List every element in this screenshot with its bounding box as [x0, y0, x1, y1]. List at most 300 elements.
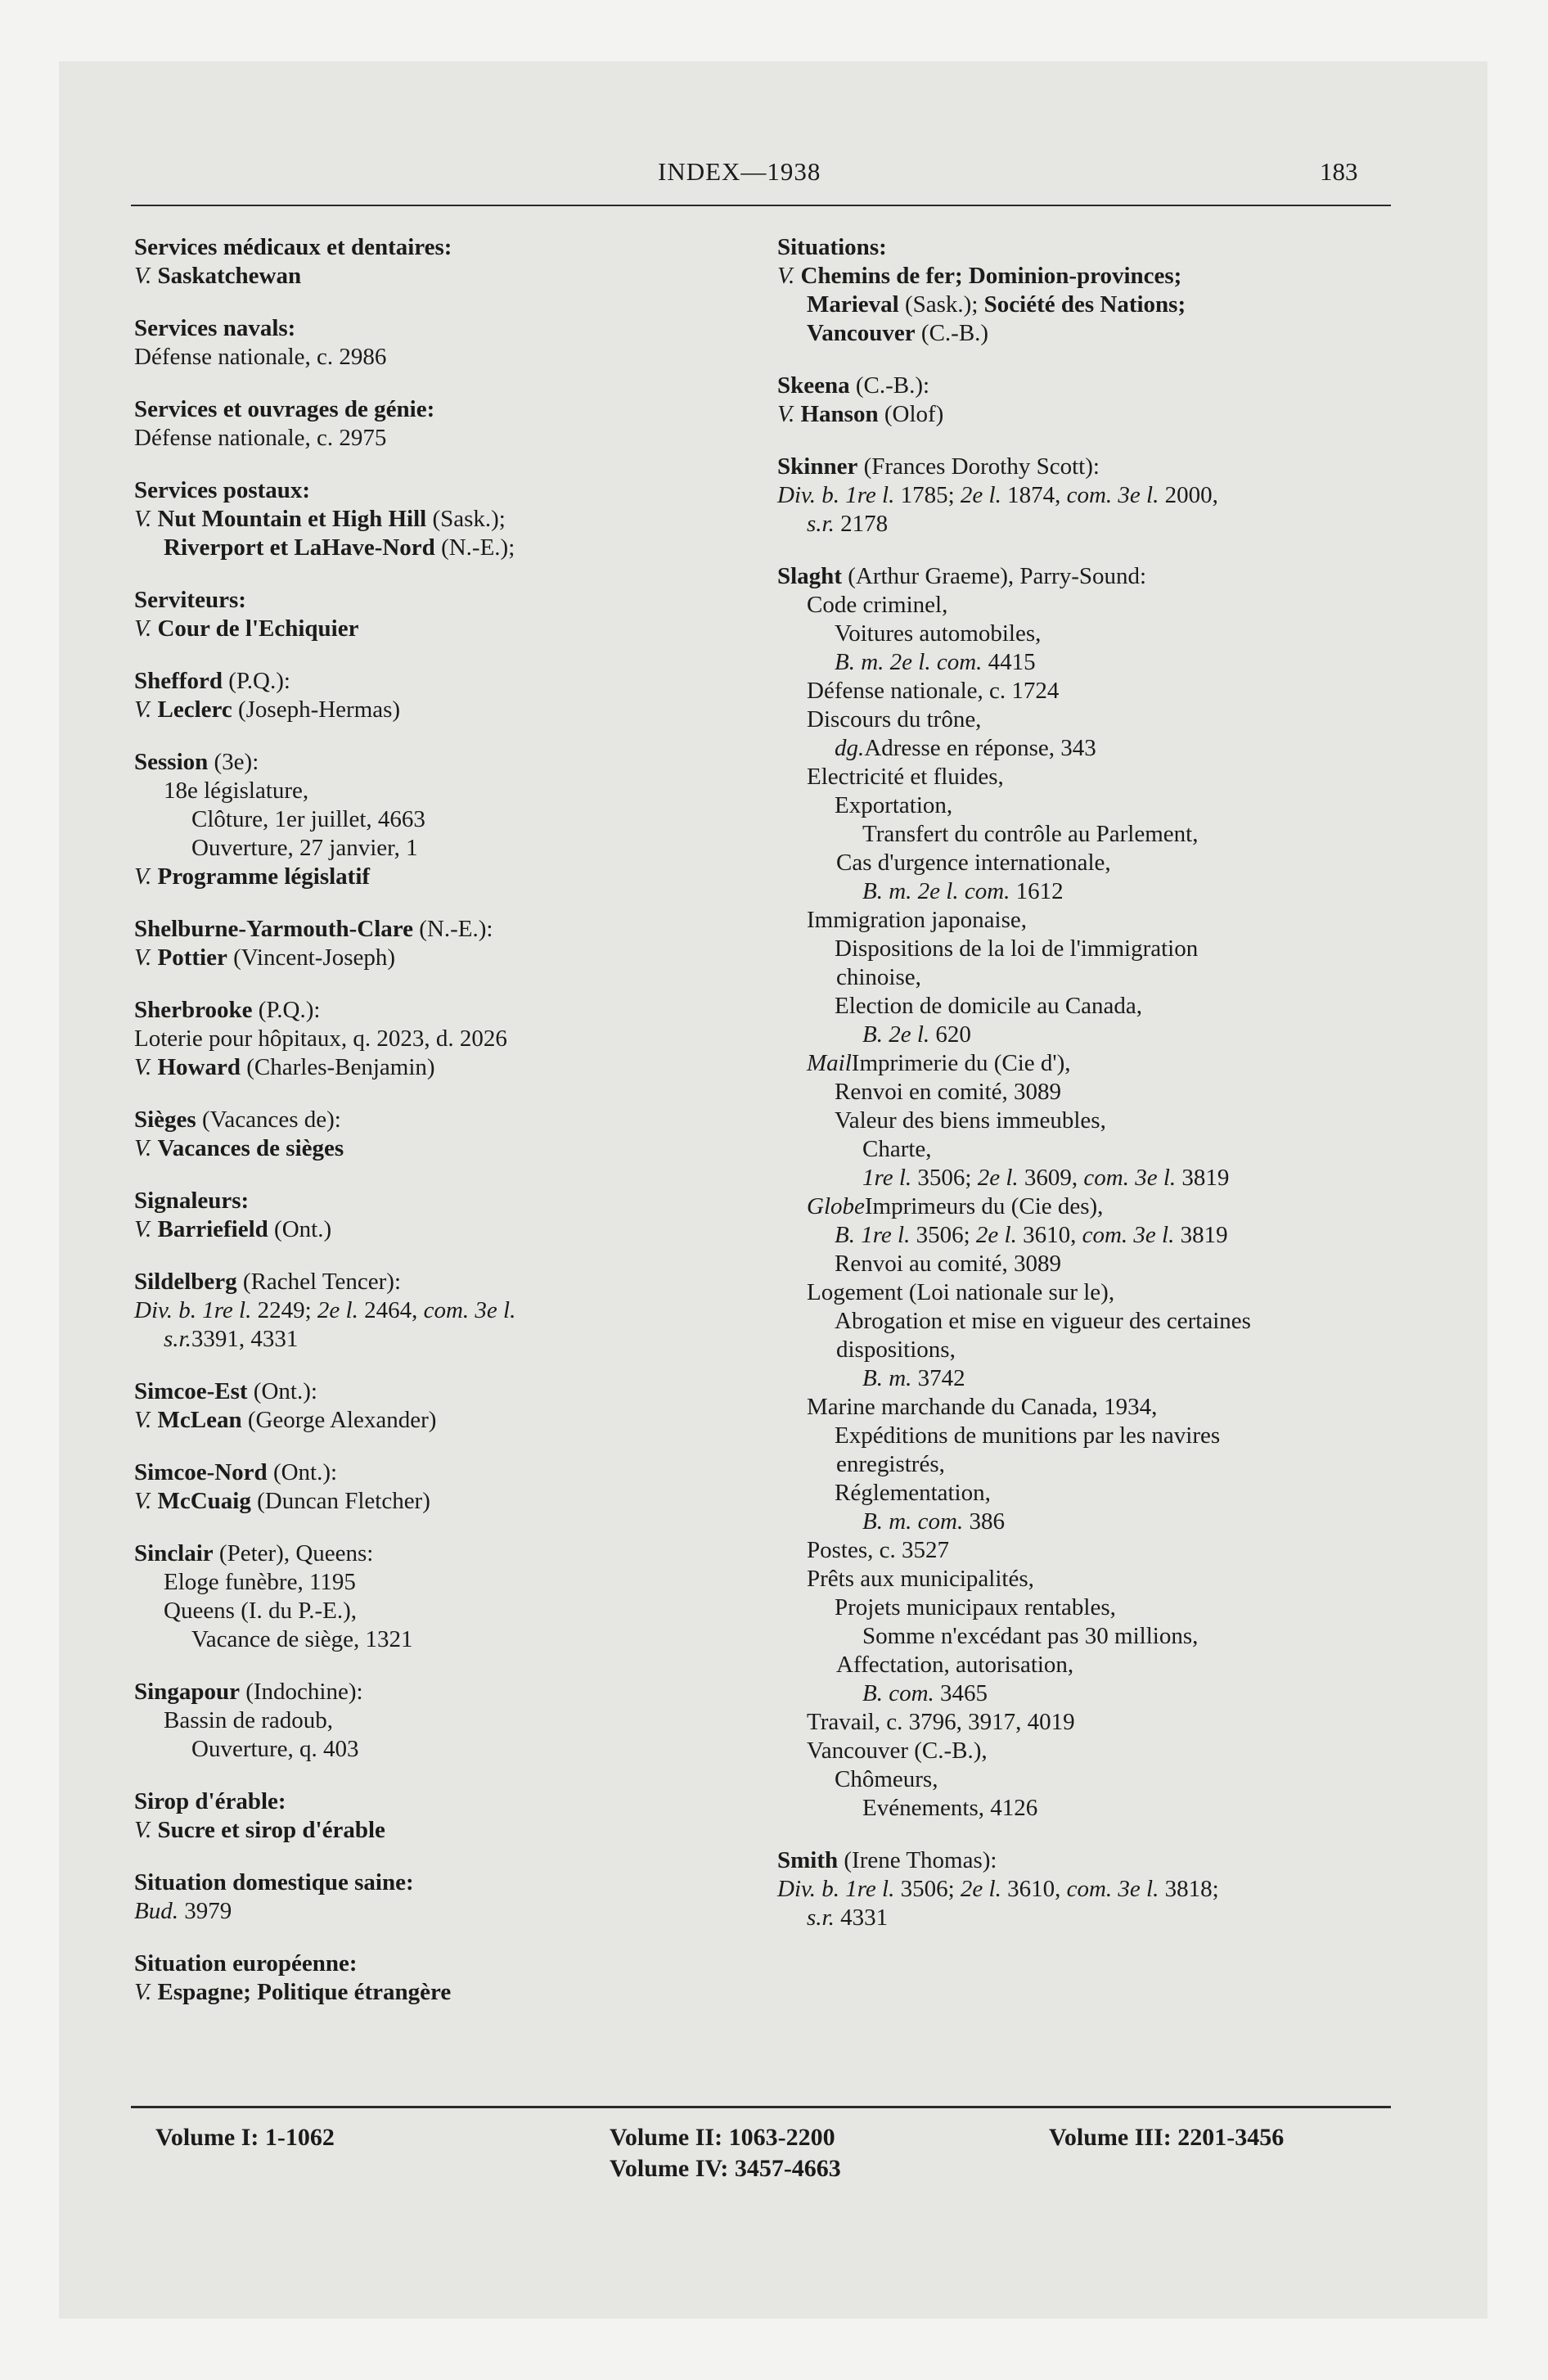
index-subentry: [134, 343, 764, 372]
index-subentry: [777, 677, 1399, 705]
see-reference-marker: V.: [134, 263, 152, 289]
heading-qualifier: (N.-E.):: [413, 916, 493, 942]
index-entry: [777, 1846, 1399, 1932]
index-entry: [134, 1187, 764, 1244]
subentry-text: s.r.: [807, 511, 835, 537]
subentry-text: (Vincent-Joseph): [227, 944, 396, 971]
subentry-text: Hanson: [800, 401, 879, 427]
index-subentry: [777, 1021, 1399, 1049]
see-reference-marker: V.: [134, 863, 152, 890]
index-subentry: [777, 1107, 1399, 1135]
subentry-text: Défense nationale, c. 2975: [134, 425, 387, 451]
index-entry: [134, 1787, 764, 1845]
heading-term: Singapour: [134, 1679, 240, 1705]
heading-qualifier: (C.-B.):: [849, 372, 930, 399]
index-subentry: [134, 1625, 764, 1654]
subentry-text: Cas d'urgence internationale,: [836, 850, 1111, 876]
index-entry: [134, 1268, 764, 1354]
index-subentry: [777, 1651, 1399, 1679]
see-reference-marker: V.: [134, 1488, 152, 1514]
index-subentry: [777, 1307, 1399, 1336]
index-subentry: [777, 1278, 1399, 1307]
subentry-text: Charte,: [862, 1136, 932, 1162]
subentry-text: Election de domicile au Canada,: [835, 993, 1143, 1019]
heading-term: Skinner: [777, 453, 858, 480]
index-subentry: [777, 1679, 1399, 1708]
heading-term: Session: [134, 749, 209, 775]
footer-volume-4: Volume IV: 3457-4663: [610, 2155, 841, 2182]
index-subentry: [777, 620, 1399, 648]
index-entry: [134, 1678, 764, 1764]
heading-term: Sièges: [134, 1107, 196, 1133]
subentry-text: 620: [929, 1021, 971, 1048]
subentry-text: 18e législature,: [164, 778, 309, 804]
index-heading: [134, 1268, 764, 1296]
footer-rule: [131, 2106, 1391, 2108]
subentry-text: Div. b. 1re l.: [777, 1876, 895, 1902]
subentry-text: Cour de l'Echiquier: [157, 615, 359, 642]
subentry-text: 4331: [834, 1904, 889, 1931]
subentry-text: s.r.: [164, 1326, 191, 1352]
subentry-text: 3818;: [1159, 1876, 1219, 1902]
subentry-text: 4331: [250, 1326, 299, 1352]
heading-term: Slaght: [777, 563, 842, 589]
index-heading: [134, 1678, 764, 1706]
subentry-text: Logement (Loi nationale sur le),: [807, 1279, 1115, 1305]
heading-qualifier: (Vacances de):: [196, 1107, 341, 1133]
index-entry: [134, 1868, 764, 1926]
subentry-text: Vancouver (C.-B.),: [807, 1738, 988, 1764]
index-subentry: [134, 805, 764, 834]
see-reference-marker: V.: [777, 401, 795, 427]
subentry-text: 2000,: [1159, 482, 1218, 508]
subentry-text: Société des Nations;: [983, 291, 1186, 318]
subentry-text: 2e l.: [960, 1876, 1001, 1902]
index-subentry: [777, 763, 1399, 791]
index-subentry: [134, 777, 764, 805]
index-subentry: [777, 906, 1399, 935]
index-subentry: [777, 1221, 1399, 1250]
index-subentry: [777, 400, 1399, 429]
subentry-text: Bassin de radoub,: [164, 1707, 333, 1733]
index-subentry: [777, 262, 1399, 291]
subentry-text: Ouverture, q. 403: [191, 1736, 359, 1762]
heading-qualifier: (P.Q.):: [222, 668, 290, 694]
heading-term: Shelburne-Yarmouth-Clare: [134, 916, 414, 942]
index-subentry: [134, 1706, 764, 1735]
subentry-text: B. 2e l.: [862, 1021, 930, 1048]
index-entry: [134, 748, 764, 891]
heading-term: Serviteurs:: [134, 587, 246, 613]
index-subentry: [134, 262, 764, 291]
subentry-text: chinoise,: [836, 964, 921, 990]
index-entry: [777, 562, 1399, 1823]
subentry-text: 3506;: [910, 1222, 976, 1248]
header-rule: [131, 205, 1391, 206]
subentry-text: 1612: [1010, 878, 1064, 904]
index-subentry: [777, 935, 1399, 963]
heading-term: Sinclair: [134, 1540, 214, 1566]
heading-term: Services médicaux et dentaires:: [134, 234, 452, 260]
index-subentry: [777, 849, 1399, 877]
see-reference-marker: V.: [134, 944, 152, 971]
index-subentry: [777, 1708, 1399, 1737]
subentry-text: Marine marchande du Canada, 1934,: [807, 1394, 1158, 1420]
index-subentry: [777, 1737, 1399, 1765]
index-entry: [134, 314, 764, 372]
index-subentry: [134, 1978, 764, 2007]
subentry-text: Programme législatif: [157, 863, 371, 890]
footer-volume-3: Volume III: 2201-3456: [1049, 2124, 1285, 2151]
heading-term: Skeena: [777, 372, 850, 399]
index-subentry: [777, 1875, 1399, 1904]
index-heading: [134, 1539, 764, 1568]
subentry-text: B. m.: [862, 1365, 912, 1391]
index-entry: [134, 915, 764, 972]
index-subentry: [777, 1336, 1399, 1364]
subentry-text: Chômeurs,: [835, 1766, 938, 1792]
subentry-text: Renvoi au comité, 3089: [835, 1251, 1062, 1277]
subentry-text: (Ont.): [268, 1216, 332, 1242]
see-reference-marker: V.: [134, 1216, 152, 1242]
subentry-text: Affectation, autorisation,: [836, 1652, 1074, 1678]
index-subentry: [777, 1593, 1399, 1622]
index-entry: [134, 1377, 764, 1435]
subentry-text: Exportation,: [835, 792, 953, 818]
subentry-text: 2e l.: [960, 482, 1001, 508]
running-header: INDEX—1938: [658, 157, 821, 186]
subentry-text: (Charles-Benjamin): [240, 1054, 435, 1080]
index-subentry: [777, 291, 1399, 319]
heading-qualifier: (Indochine):: [239, 1679, 363, 1705]
index-subentry: [777, 1794, 1399, 1823]
heading-term: Situation domestique saine:: [134, 1869, 414, 1895]
page-number: 183: [1320, 157, 1358, 186]
index-heading: [134, 748, 764, 777]
subentry-text: (N.-E.);: [434, 534, 515, 561]
index-column-left: [134, 233, 764, 2007]
index-heading: [777, 1846, 1399, 1875]
index-entry: [134, 1539, 764, 1654]
footer-volume-1: Volume I: 1-1062: [155, 2124, 335, 2151]
index-subentry: [134, 1296, 764, 1325]
index-subentry: [777, 1364, 1399, 1393]
subentry-text: 3391,: [191, 1326, 251, 1352]
subentry-text: 3742: [911, 1365, 965, 1391]
subentry-text: (George Alexander): [241, 1407, 437, 1433]
index-heading: [134, 1868, 764, 1897]
heading-term: Situation européenne:: [134, 1950, 358, 1977]
subentry-text: 3819: [1176, 1165, 1230, 1191]
subentry-text: Dispositions de la loi de l'immigration: [835, 935, 1199, 962]
index-subentry: [134, 1134, 764, 1163]
index-subentry: [134, 1597, 764, 1625]
index-subentry: [777, 1622, 1399, 1651]
subentry-text: Riverport et LaHave-Nord: [164, 534, 435, 561]
subentry-text: Projets municipaux rentables,: [835, 1594, 1116, 1620]
subentry-text: B. 1re l.: [835, 1222, 911, 1248]
index-heading: [777, 233, 1399, 262]
subentry-text: Vacances de sièges: [157, 1135, 344, 1161]
index-subentry: [777, 319, 1399, 348]
index-subentry: [134, 1735, 764, 1764]
subentry-text: Prêts aux municipalités,: [807, 1566, 1034, 1592]
heading-qualifier: (Peter), Queens:: [213, 1540, 374, 1566]
subentry-text: 2e l.: [977, 1165, 1019, 1191]
subentry-text: Chemins de fer; Dominion-provinces;: [800, 263, 1182, 289]
index-heading: [134, 586, 764, 615]
subentry-text: Nut Mountain et High Hill: [157, 506, 427, 532]
subentry-text: Expéditions de munitions par les navires: [835, 1422, 1221, 1449]
subentry-text: McLean: [157, 1407, 242, 1433]
index-subentry: [777, 1164, 1399, 1192]
subentry-text: Barriefield: [157, 1216, 268, 1242]
subentry-text: Clôture, 1er juillet, 4663: [191, 806, 425, 832]
heading-qualifier: (Frances Dorothy Scott):: [857, 453, 1100, 480]
subentry-text: Eloge funèbre, 1195: [164, 1569, 356, 1595]
index-subentry: [777, 1565, 1399, 1593]
subentry-text: Voitures automobiles,: [835, 620, 1042, 647]
subentry-text: (Cie des),: [1010, 1193, 1104, 1219]
index-subentry: [777, 1422, 1399, 1450]
heading-qualifier: (3e):: [208, 749, 259, 775]
subentry-text: Ouverture, 27 janvier, 1: [191, 835, 418, 861]
index-subentry: [777, 1250, 1399, 1278]
subentry-text: 2e l.: [975, 1222, 1017, 1248]
index-subentry: [777, 510, 1399, 539]
heading-term: Smith: [777, 1847, 839, 1873]
footer-volume-2: Volume II: 1063-2200: [610, 2124, 835, 2151]
index-subentry: [777, 481, 1399, 510]
index-subentry: [777, 1393, 1399, 1422]
index-subentry: [777, 591, 1399, 620]
index-subentry: [134, 1487, 764, 1516]
heading-term: Services postaux:: [134, 477, 311, 503]
subentry-text: B. m. 2e l. com.: [862, 878, 1010, 904]
index-entry: [777, 233, 1399, 348]
subentry-text: B. m. 2e l. com.: [835, 649, 983, 675]
subentry-text: Evénements, 4126: [862, 1795, 1038, 1821]
subentry-text: Electricité et fluides,: [807, 764, 1004, 790]
index-entry: [134, 1106, 764, 1163]
index-subentry: [777, 734, 1399, 763]
subentry-text: Bud.: [134, 1898, 178, 1924]
subentry-text: com. 3e l.: [1066, 1876, 1159, 1902]
index-subentry: [777, 1450, 1399, 1479]
index-heading: [777, 562, 1399, 591]
index-subentry: [134, 863, 764, 891]
heading-qualifier: (Ont.):: [267, 1459, 338, 1485]
index-entry: [134, 1950, 764, 2007]
subentry-text: Mail: [807, 1050, 852, 1076]
subentry-text: Transfert du contrôle au Parlement,: [862, 821, 1199, 847]
index-subentry: [777, 820, 1399, 849]
subentry-text: Loterie pour hôpitaux, q. 2023, d. 2026: [134, 1025, 507, 1052]
index-subentry: [134, 696, 764, 724]
heading-qualifier: (P.Q.):: [252, 997, 321, 1023]
subentry-text: Div. b. 1re l.: [134, 1297, 252, 1323]
subentry-text: (C.-B.): [915, 320, 989, 346]
index-entry: [134, 667, 764, 724]
index-heading: [134, 667, 764, 696]
subentry-text: Vancouver: [807, 320, 916, 346]
index-heading: [134, 915, 764, 944]
index-heading: [134, 1187, 764, 1215]
subentry-text: 3506;: [911, 1165, 978, 1191]
subentry-text: 3610,: [1016, 1222, 1082, 1248]
subentry-text: McCuaig: [157, 1488, 251, 1514]
index-subentry: [777, 1192, 1399, 1221]
index-entry: [134, 1458, 764, 1516]
subentry-text: dg.: [835, 735, 865, 761]
index-subentry: [134, 1325, 764, 1354]
see-reference-marker: V.: [134, 506, 152, 532]
subentry-text: Abrogation et mise en vigueur des certaines: [835, 1308, 1251, 1334]
heading-term: Sherbrooke: [134, 997, 253, 1023]
subentry-text: Imprimerie du: [851, 1050, 994, 1076]
heading-qualifier: (Ont.):: [247, 1378, 317, 1404]
index-subentry: [134, 505, 764, 534]
index-subentry: [134, 424, 764, 453]
subentry-text: dispositions,: [836, 1336, 956, 1363]
subentry-text: com. 3e l.: [1066, 482, 1159, 508]
subentry-text: Somme n'excédant pas 30 millions,: [862, 1623, 1199, 1649]
index-heading: [134, 1458, 764, 1487]
index-heading: [134, 996, 764, 1025]
see-reference-marker: V.: [134, 1135, 152, 1161]
subentry-text: Défense nationale, c. 2986: [134, 344, 387, 370]
subentry-text: Queens (I. du P.-E.),: [164, 1598, 357, 1624]
index-subentry: [134, 1897, 764, 1926]
index-subentry: [134, 534, 764, 562]
subentry-text: Pottier: [157, 944, 227, 971]
index-heading: [134, 1106, 764, 1134]
index-subentry: [134, 1406, 764, 1435]
subentry-text: Code criminel,: [807, 592, 948, 618]
subentry-text: Div. b. 1re l.: [777, 482, 895, 508]
subentry-text: 386: [963, 1508, 1005, 1535]
index-entry: [777, 453, 1399, 539]
subentry-text: Valeur des biens immeubles,: [835, 1107, 1106, 1134]
subentry-text: 3610,: [1001, 1876, 1067, 1902]
subentry-text: Adresse en réponse,: [864, 735, 1061, 761]
subentry-text: Renvoi en comité, 3089: [835, 1079, 1062, 1105]
subentry-text: s.r.: [807, 1904, 835, 1931]
index-subentry: [134, 1025, 764, 1053]
see-reference-marker: V.: [134, 696, 152, 723]
subentry-text: (Olof): [878, 401, 944, 427]
subentry-text: Défense nationale, c. 1724: [807, 678, 1060, 704]
see-reference-marker: V.: [134, 1817, 152, 1843]
index-heading: [777, 453, 1399, 481]
subentry-text: 2e l.: [317, 1297, 358, 1323]
heading-term: Shefford: [134, 668, 223, 694]
subentry-text: Discours du trône,: [807, 706, 982, 732]
subentry-text: (Sask.);: [426, 506, 506, 532]
see-reference-marker: V.: [777, 263, 795, 289]
subentry-text: Immigration japonaise,: [807, 907, 1027, 933]
subentry-text: enregistrés,: [836, 1451, 945, 1477]
heading-term: Simcoe-Nord: [134, 1459, 268, 1485]
subentry-text: 1874,: [1001, 482, 1067, 508]
subentry-text: Saskatchewan: [157, 263, 302, 289]
index-heading: [777, 372, 1399, 400]
see-reference-marker: V.: [134, 1054, 152, 1080]
see-reference-marker: V.: [134, 1407, 152, 1433]
heading-term: Sildelberg: [134, 1269, 237, 1295]
subentry-text: Travail, c. 3796, 3917, 4019: [807, 1709, 1075, 1735]
subentry-text: Vacance de siège, 1321: [191, 1626, 413, 1652]
subentry-text: (Joseph-Hermas): [232, 696, 401, 723]
index-subentry: [134, 1568, 764, 1597]
index-subentry: [134, 1053, 764, 1082]
heading-term: Simcoe-Est: [134, 1378, 248, 1404]
subentry-text: B. com.: [862, 1680, 934, 1706]
heading-term: Services navals:: [134, 315, 296, 341]
index-subentry: [134, 1816, 764, 1845]
subentry-text: 343: [1060, 735, 1096, 761]
index-entry: [134, 233, 764, 291]
subentry-text: com. 3e l.: [1083, 1165, 1177, 1191]
index-entry: [134, 586, 764, 643]
subentry-text: (Duncan Fletcher): [250, 1488, 430, 1514]
subentry-text: Marieval: [807, 291, 899, 318]
heading-term: Sirop d'érable:: [134, 1788, 286, 1814]
index-heading: [134, 1377, 764, 1406]
index-subentry: [777, 1479, 1399, 1508]
see-reference-marker: V.: [134, 1979, 152, 2005]
subentry-text: 2178: [834, 511, 889, 537]
index-entry: [134, 476, 764, 562]
subentry-text: Postes, c. 3527: [807, 1537, 949, 1563]
index-heading: [134, 1787, 764, 1816]
subentry-text: (Cie d'),: [993, 1050, 1071, 1076]
subentry-text: Espagne; Politique étrangère: [157, 1979, 452, 2005]
subentry-text: B. m. com.: [862, 1508, 964, 1535]
index-heading: [134, 1950, 764, 1978]
index-subentry: [134, 944, 764, 972]
heading-qualifier: (Irene Thomas):: [838, 1847, 997, 1873]
subentry-text: 3465: [934, 1680, 988, 1706]
subentry-text: 2249;: [251, 1297, 317, 1323]
index-subentry: [134, 615, 764, 643]
index-subentry: [777, 1765, 1399, 1794]
index-subentry: [777, 648, 1399, 677]
heading-term: Situations:: [777, 234, 887, 260]
subentry-text: 1re l.: [862, 1165, 912, 1191]
heading-qualifier: (Arthur Graeme), Parry-Sound:: [841, 563, 1147, 589]
heading-term: Services et ouvrages de génie:: [134, 396, 435, 422]
index-entry: [134, 395, 764, 453]
index-subentry: [777, 1536, 1399, 1565]
index-heading: [134, 476, 764, 505]
index-heading: [134, 233, 764, 262]
subentry-text: 2464,: [358, 1297, 424, 1323]
index-subentry: [777, 1508, 1399, 1536]
subentry-text: 4415: [982, 649, 1036, 675]
index-subentry: [777, 1078, 1399, 1107]
index-subentry: [777, 705, 1399, 734]
index-heading: [134, 314, 764, 343]
subentry-text: 3979: [178, 1898, 232, 1924]
heading-term: Signaleurs:: [134, 1188, 250, 1214]
index-subentry: [777, 1049, 1399, 1078]
index-subentry: [777, 1135, 1399, 1164]
heading-qualifier: (Rachel Tencer):: [236, 1269, 401, 1295]
subentry-text: Globe: [807, 1193, 865, 1219]
subentry-text: Réglementation,: [835, 1480, 991, 1506]
subentry-text: 1785;: [894, 482, 961, 508]
